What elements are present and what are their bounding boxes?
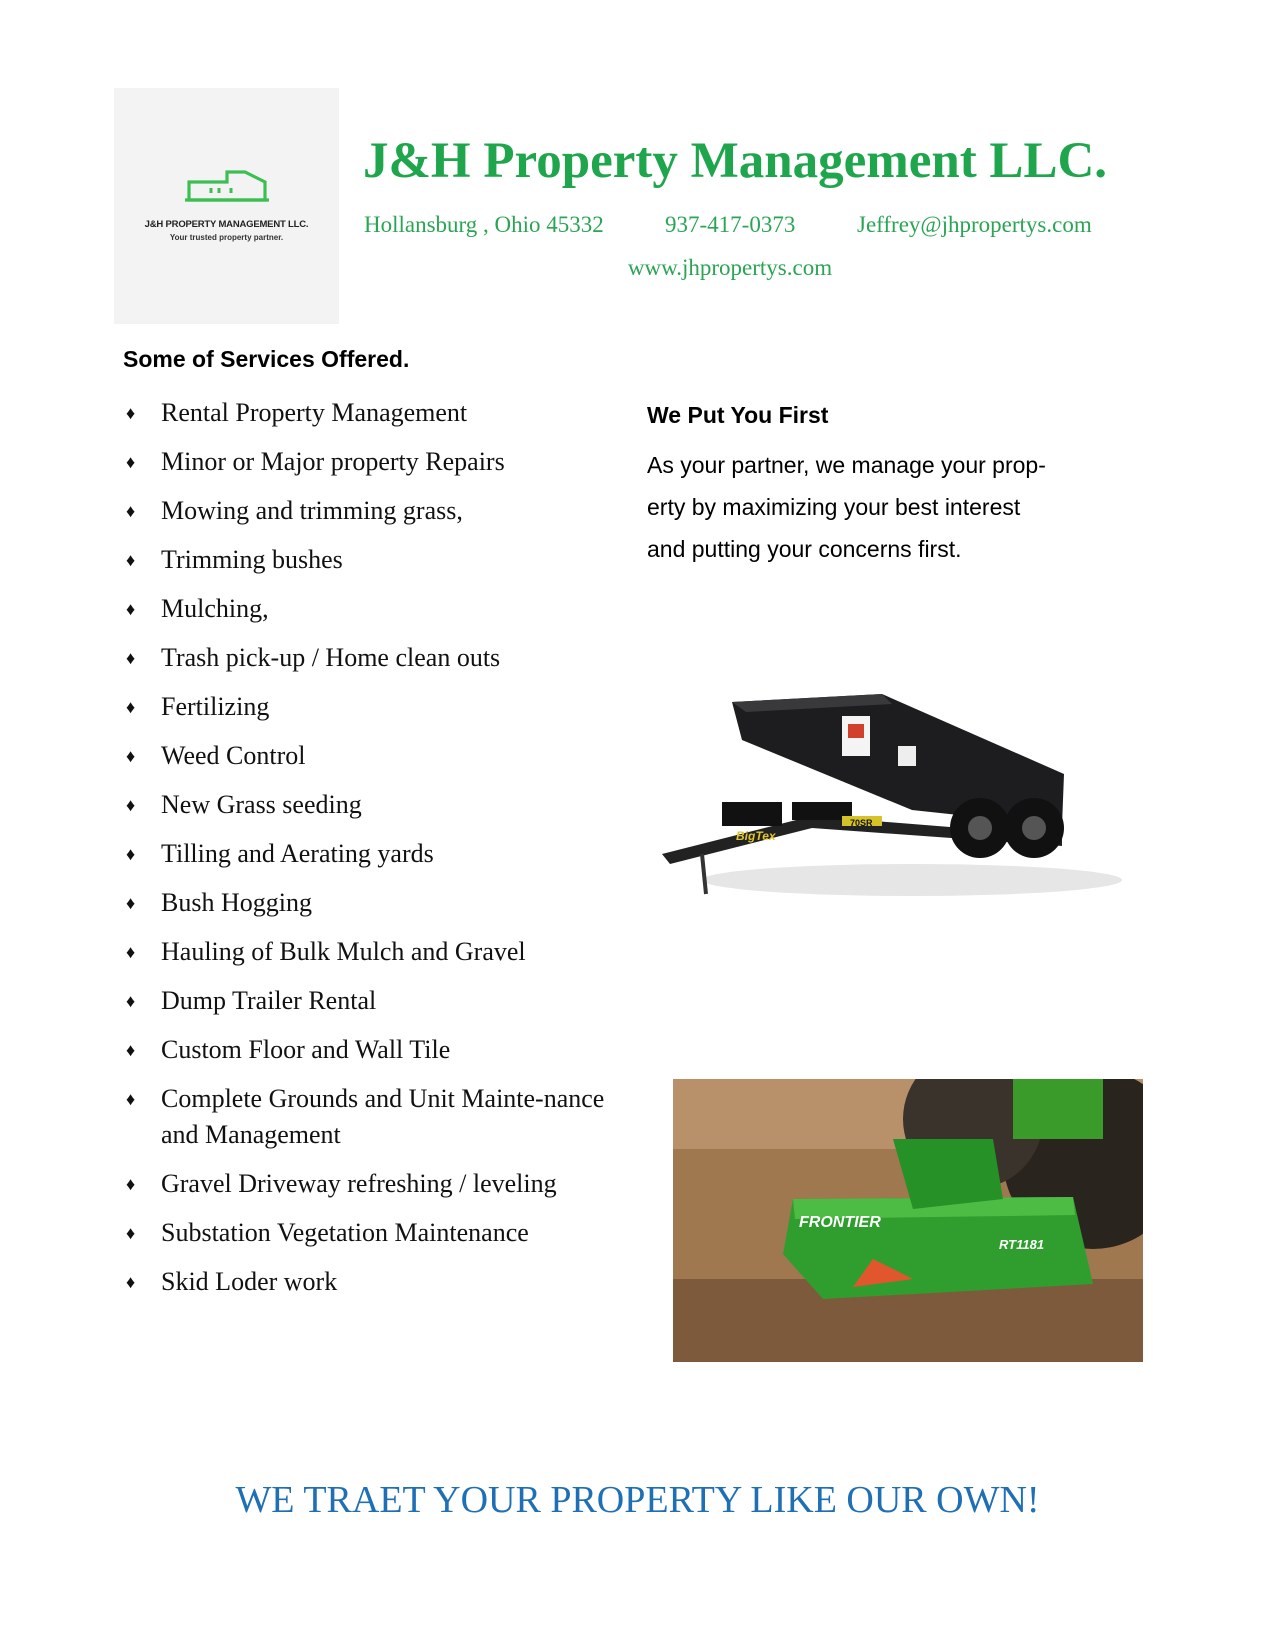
service-item <box>126 395 646 431</box>
bullet-icon: ♦ <box>126 746 136 766</box>
bullet-icon: ♦ <box>126 1223 136 1243</box>
email[interactable]: Jeffrey@jhpropertys.com <box>857 212 1092 237</box>
service-label: Mulching, <box>161 594 269 623</box>
bullet-icon: ♦ <box>126 1272 136 1292</box>
service-item <box>126 836 646 872</box>
service-label: Minor or Major property Repairs <box>161 447 505 476</box>
service-label: Custom Floor and Wall Tile <box>161 1035 451 1064</box>
company-logo <box>114 88 339 324</box>
service-item <box>126 689 646 725</box>
trailer-model-text: 70SR <box>850 818 873 828</box>
bullet-icon: ♦ <box>126 550 136 570</box>
services-title: Some of Services Offered. <box>123 346 410 372</box>
phone[interactable]: 937-417-0373 <box>665 212 796 237</box>
service-item <box>126 493 646 529</box>
service-label: Complete Grounds and Unit Mainte-nance and Management <box>161 1084 605 1149</box>
bullet-icon: ♦ <box>126 452 136 472</box>
rotary-tiller-image <box>673 1079 1143 1362</box>
bullet-icon: ♦ <box>126 991 136 1011</box>
service-label: Trimming bushes <box>161 545 343 574</box>
bullet-icon: ♦ <box>126 1040 136 1060</box>
service-item <box>126 1032 646 1068</box>
service-item <box>126 934 646 970</box>
service-item <box>126 885 646 921</box>
bullet-icon: ♦ <box>126 403 136 423</box>
service-label: Rental Property Management <box>161 398 468 427</box>
service-item <box>126 444 646 480</box>
services-list <box>126 395 646 1313</box>
service-label: Substation Vegetation Maintenance <box>161 1218 529 1247</box>
service-label: Fertilizing <box>161 692 270 721</box>
service-label: Hauling of Bulk Mulch and Gravel <box>161 937 526 966</box>
service-label: Weed Control <box>161 741 306 770</box>
service-label: Skid Loder work <box>161 1267 338 1296</box>
logo-company-name: J&H PROPERTY MANAGEMENT LLC. <box>144 219 309 230</box>
service-item <box>126 1081 646 1153</box>
side-title: We Put You First <box>647 402 829 428</box>
service-label: New Grass seeding <box>161 790 362 819</box>
bullet-icon: ♦ <box>126 1174 136 1194</box>
slogan: WE TRAET YOUR PROPERTY LIKE OUR OWN! <box>235 1479 1040 1521</box>
service-item <box>126 983 646 1019</box>
bullet-icon: ♦ <box>126 942 136 962</box>
service-item <box>126 542 646 578</box>
service-item <box>126 1215 646 1251</box>
service-item <box>126 591 646 627</box>
bullet-icon: ♦ <box>126 599 136 619</box>
side-body <box>647 444 1117 570</box>
address: Hollansburg , Ohio 45332 <box>364 212 604 237</box>
service-label: Bush Hogging <box>161 888 312 917</box>
tiller-model-text: RT1181 <box>999 1237 1045 1252</box>
service-item <box>126 1264 646 1300</box>
service-item <box>126 787 646 823</box>
house-icon <box>185 168 269 202</box>
side-body-line: As your partner, we manage your prop- <box>647 452 1046 478</box>
bullet-icon: ♦ <box>126 697 136 717</box>
website-link[interactable]: www.jhpropertys.com <box>627 255 833 280</box>
service-label: Dump Trailer Rental <box>161 986 377 1015</box>
service-item <box>126 738 646 774</box>
logo-tagline: Your trusted property partner. <box>169 233 284 242</box>
bullet-icon: ♦ <box>126 795 136 815</box>
bullet-icon: ♦ <box>126 1089 136 1109</box>
service-label: Tilling and Aerating yards <box>161 839 434 868</box>
side-body-line: erty by maximizing your best interest <box>647 494 1021 520</box>
bullet-icon: ♦ <box>126 648 136 668</box>
service-label: Trash pick-up / Home clean outs <box>161 643 501 672</box>
bullet-icon: ♦ <box>126 844 136 864</box>
tiller-brand-text: FRONTIER <box>799 1214 881 1231</box>
side-body-line: and putting your concerns first. <box>647 536 962 562</box>
service-item <box>126 640 646 676</box>
service-item <box>126 1166 646 1202</box>
service-label: Gravel Driveway refreshing / leveling <box>161 1169 557 1198</box>
dump-trailer-image <box>662 694 1122 934</box>
bullet-icon: ♦ <box>126 501 136 521</box>
page-title: J&H Property Management LLC. <box>362 133 1108 189</box>
service-label: Mowing and trimming grass, <box>161 496 463 525</box>
trailer-brand-text: BigTex <box>736 829 776 843</box>
bullet-icon: ♦ <box>126 893 136 913</box>
